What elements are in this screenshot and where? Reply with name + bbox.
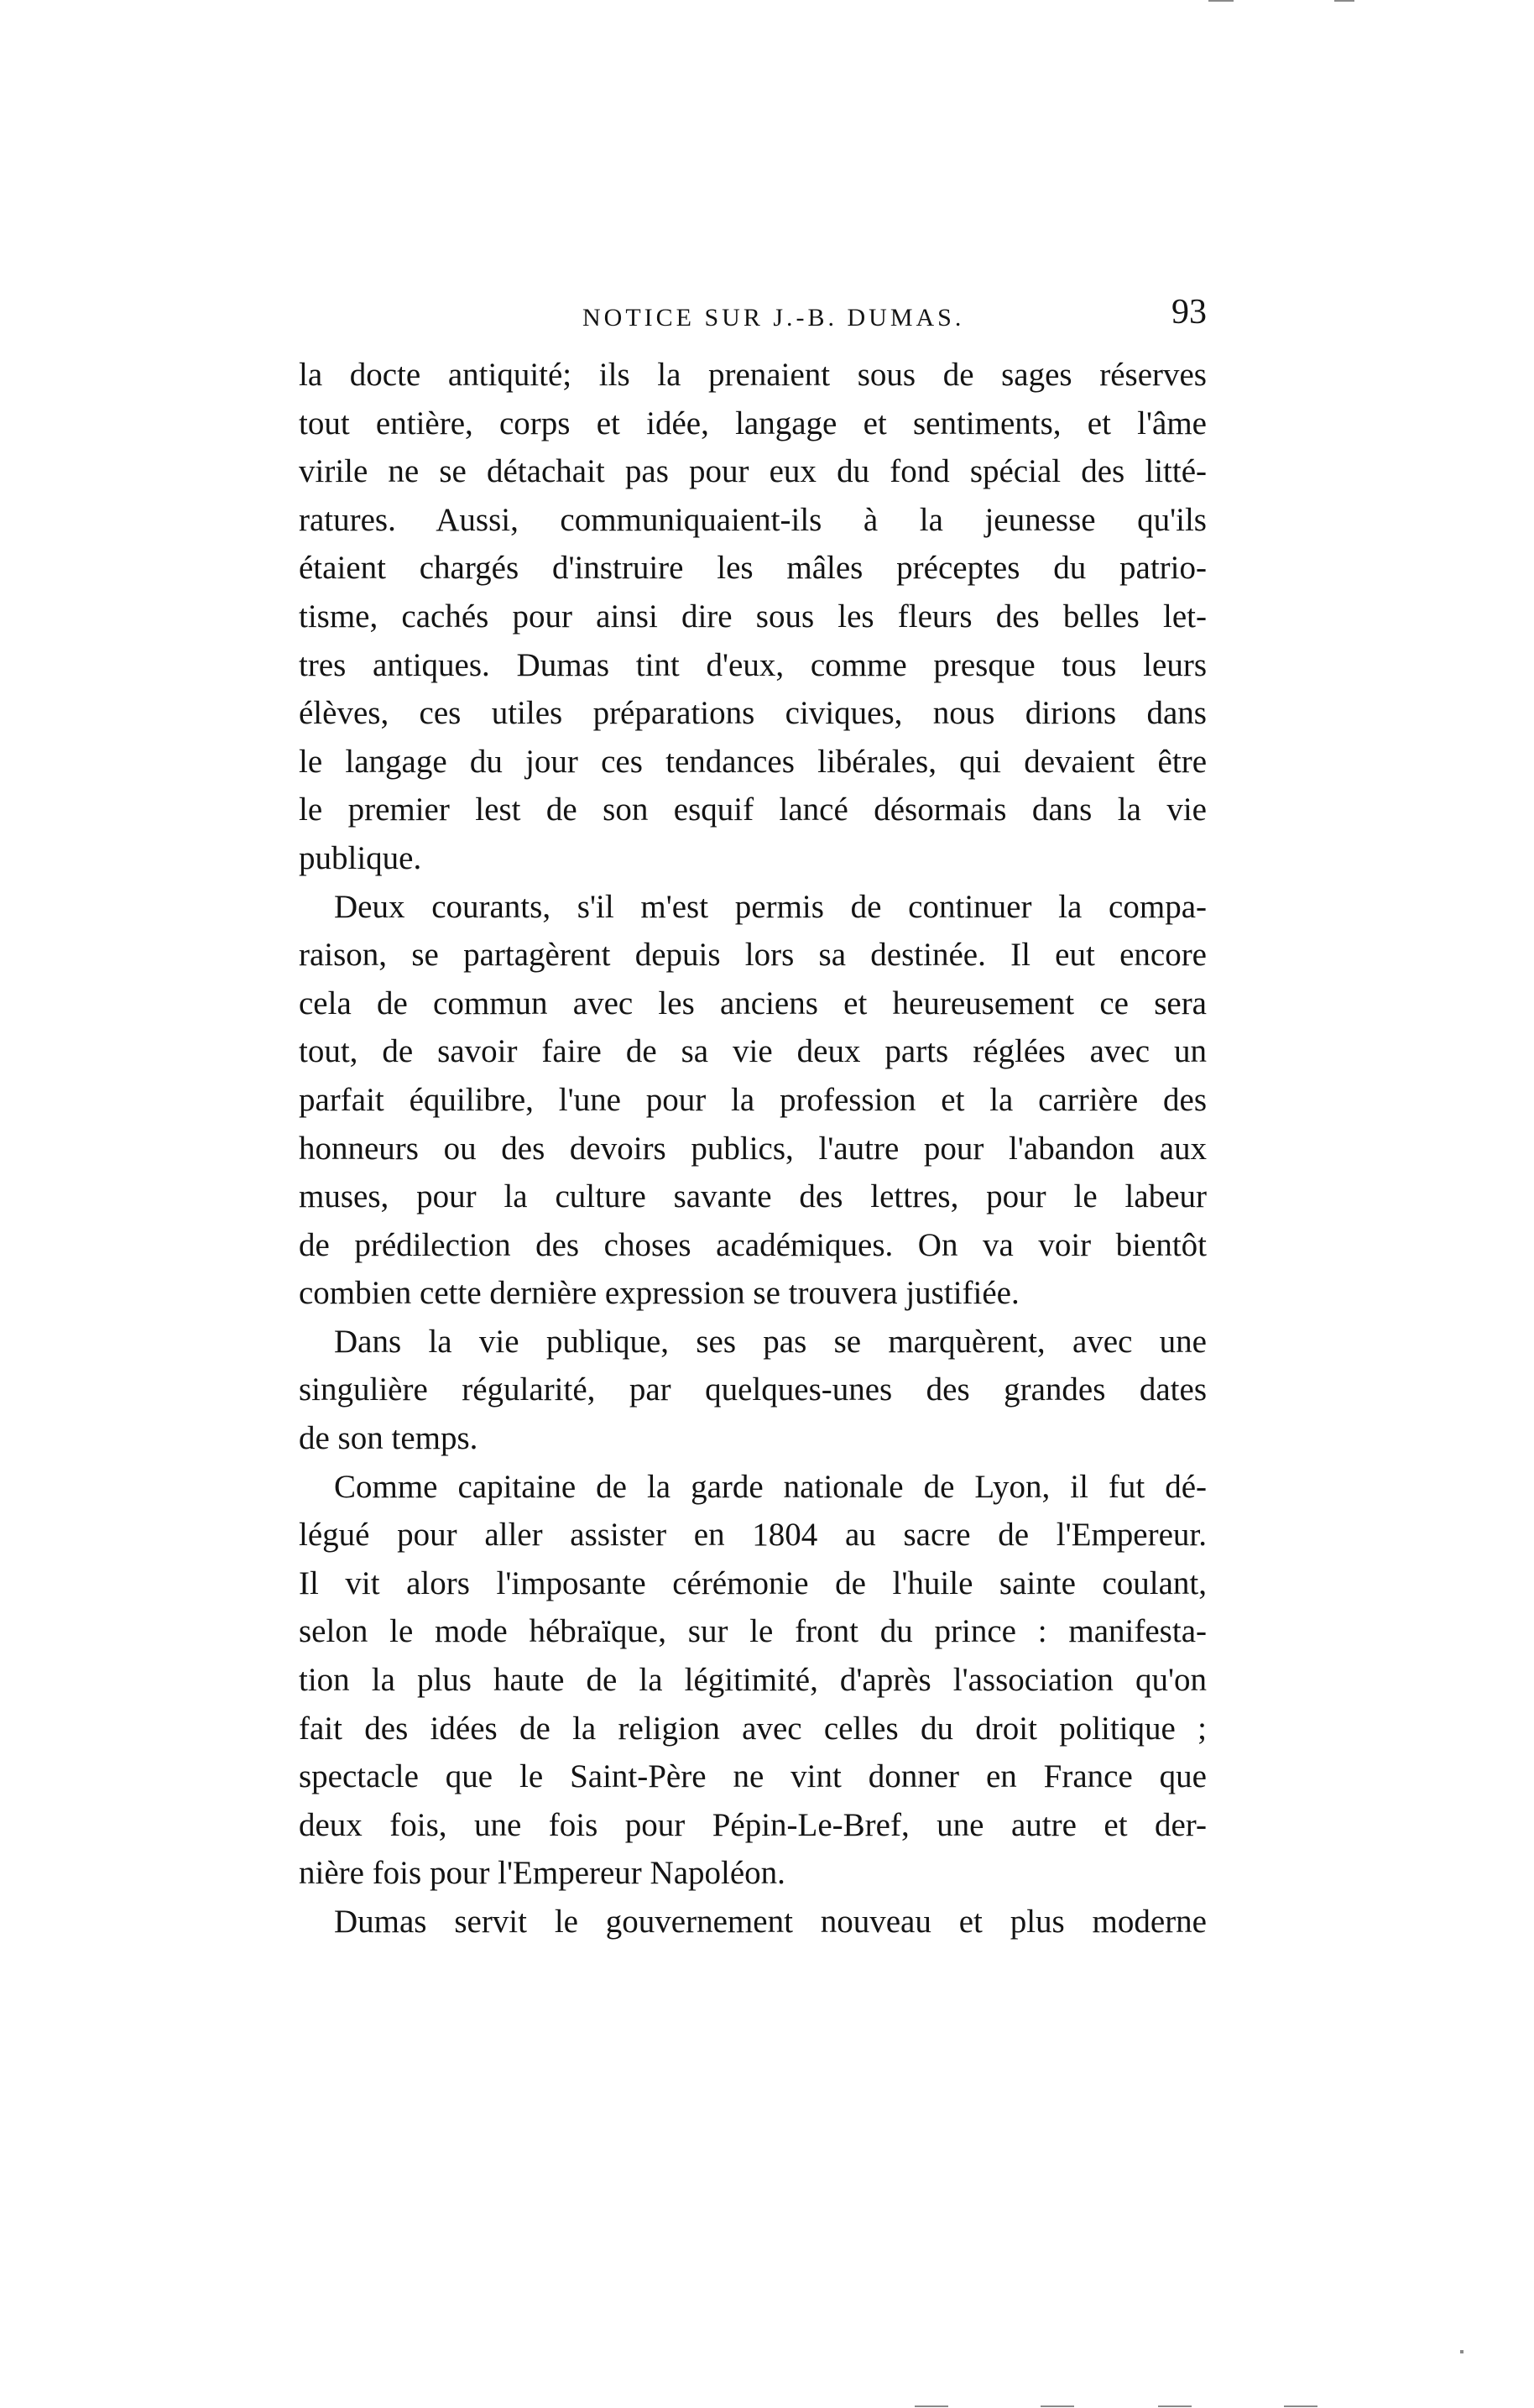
text-line: virile ne se détachait pas pour eux du fond spécial des litté- [299,453,1207,490]
text-line: la docte antiquité; ils la prenaient sous de sages réserves [299,357,1207,393]
text-line: nière fois pour l'Empereur Napoléon. [299,1855,785,1892]
page-header [299,292,1207,342]
text-line: le premier lest de son esquif lancé désormais dans la vie [299,791,1207,828]
text-line: le langage du jour ces tendances libérales, qui devaient être [299,743,1207,780]
scan-mark [1041,2405,1074,2407]
text-line: tion la plus haute de la légitimité, d'après l'association qu'on [299,1662,1207,1699]
text-line: Comme capitaine de la garde nationale de Lyon, il fut dé- [334,1468,1207,1505]
text-line: élèves, ces utiles préparations civiques, nous dirions dans [299,695,1207,732]
text-line: parfait équilibre, l'une pour la profession et la carrière des [299,1081,1207,1118]
text-line: Deux courants, s'il m'est permis de continuer la compa- [334,888,1207,925]
text-line: muses, pour la culture savante des lettres, pour le labeur [299,1178,1207,1215]
text-line: selon le mode hébraïque, sur le front du prince : manifesta- [299,1613,1207,1650]
text-line: spectacle que le Saint-Père ne vint donner en France que [299,1758,1207,1795]
paragraph-1 [299,351,1207,883]
text-line: tres antiques. Dumas tint d'eux, comme presque tous leurs [299,646,1207,683]
text-line: légué pour aller assister en 1804 au sacre de l'Empereur. [299,1517,1207,1554]
running-title: NOTICE SUR J.-B. DUMAS. [582,304,965,332]
text-line: étaient chargés d'instruire les mâles préceptes du patrio- [299,550,1207,587]
text-line: combien cette dernière expression se trouvera justifiée. [299,1275,1020,1312]
scan-mark [915,2405,948,2407]
scan-mark [1334,0,1354,2]
text-line: singulière régularité, par quelques-unes des grandes dates [299,1371,1207,1408]
text-line: tout, de savoir faire de sa vie deux parts réglées avec un [299,1033,1207,1070]
body-text [299,351,1207,1946]
text-line: tisme, cachés pour ainsi dire sous les fleurs des belles let- [299,598,1207,635]
scan-mark [1208,0,1234,2]
text-line: fait des idées de la religion avec celles du droit politique ; [299,1710,1207,1747]
paragraph-4 [299,1463,1207,1898]
page-number: 93 [1171,293,1207,332]
text-line: Dumas servit le gouvernement nouveau et plus moderne [334,1904,1207,1940]
scan-mark [1284,2405,1317,2407]
text-line: deux fois, une fois pour Pépin-Le-Bref, une autre et der- [299,1806,1207,1843]
paragraph-5 [299,1898,1207,1946]
paragraph-3 [299,1318,1207,1463]
text-line: Il vit alors l'imposante cérémonie de l'huile sainte coulant, [299,1564,1207,1601]
text-line: de prédilection des choses académiques. On va voir bientôt [299,1226,1207,1263]
text-line: honneurs ou des devoirs publics, l'autre pour l'abandon aux [299,1130,1207,1167]
text-line: Dans la vie publique, ses pas se marquèrent, avec une [334,1323,1207,1360]
scan-mark [1158,2405,1192,2407]
text-line: tout entière, corps et idée, langage et sentiments, et l'âme [299,405,1207,441]
text-line: raison, se partagèrent depuis lors sa destinée. Il eut encore [299,937,1207,974]
text-line: cela de commun avec les anciens et heureusement ce sera [299,985,1207,1021]
paragraph-2 [299,883,1207,1318]
text-line: publique. [299,839,422,876]
scan-mark [1460,2350,1464,2353]
text-line: ratures. Aussi, communiquaient-ils à la jeunesse qu'ils [299,501,1207,538]
text-line: de son temps. [299,1420,478,1457]
